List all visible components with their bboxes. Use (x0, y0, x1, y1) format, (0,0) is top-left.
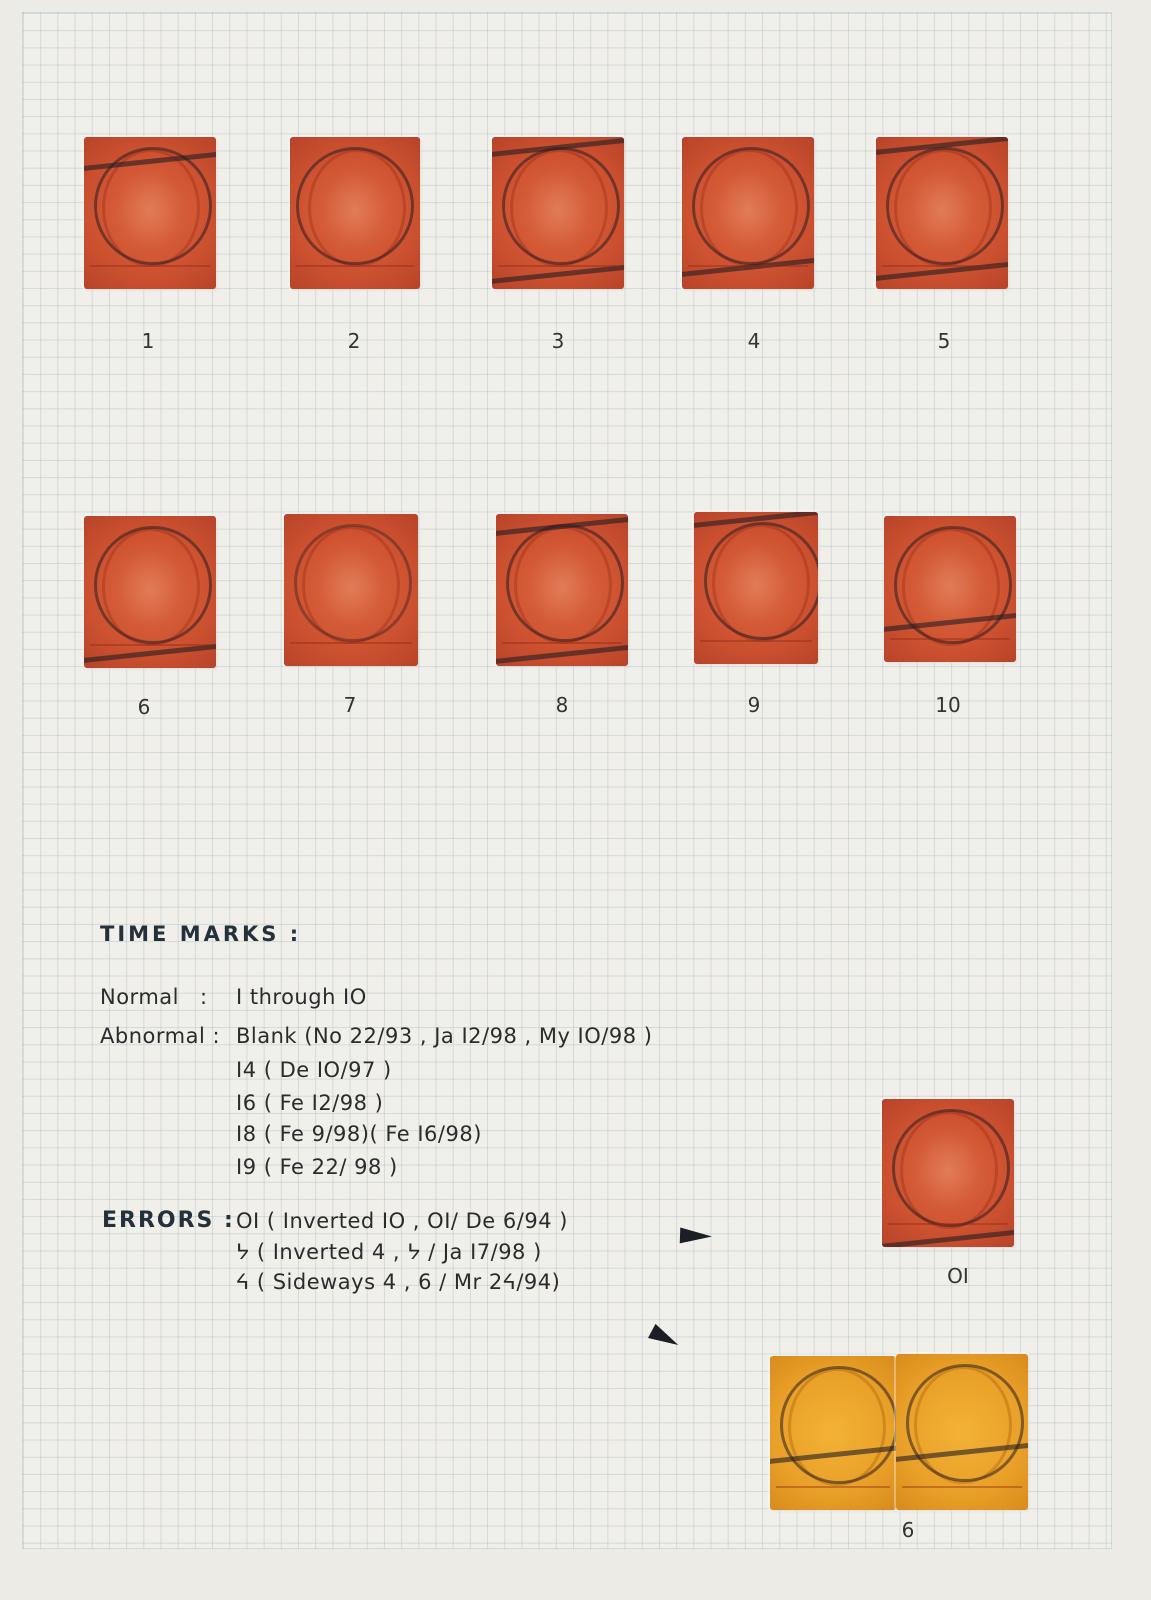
error-pair-number: 6 (901, 1518, 915, 1542)
stamp-9 (694, 512, 818, 664)
error-pair-right-stamp (896, 1354, 1028, 1510)
stamp-number-8: 8 (555, 693, 569, 717)
stamp-number-7: 7 (343, 693, 357, 717)
stamp-5 (876, 137, 1008, 289)
stamp-6 (84, 516, 216, 668)
error-line-3: ᔦ ( Sideways 4 , 6 / Mr 2ᔦ/94) (236, 1270, 561, 1294)
stamp-number-1: 1 (141, 329, 155, 353)
arrow-right-icon (680, 1227, 713, 1244)
error-stamp-01 (882, 1099, 1014, 1247)
stamp-number-3: 3 (551, 329, 565, 353)
abnormal-line-2: I4 ( De IO/97 ) (236, 1058, 392, 1082)
abnormal-line-4: I8 ( Fe 9/98)( Fe I6/98) (236, 1122, 482, 1146)
stamp-number-5: 5 (937, 329, 951, 353)
stamp-number-4: 4 (747, 329, 761, 353)
stamp-3 (492, 137, 624, 289)
normal-colon: : (200, 985, 208, 1009)
abnormal-line-1: Blank (No 22/93 , Ja I2/98 , My IO/98 ) (236, 1024, 653, 1048)
stamp-2 (290, 137, 420, 289)
stamp-number-9: 9 (747, 693, 761, 717)
abnormal-line-5: I9 ( Fe 22/ 98 ) (236, 1155, 398, 1179)
normal-value: I through IO (236, 985, 367, 1009)
error-stamp-01-number: OI (947, 1264, 969, 1288)
error-pair-left-stamp (770, 1356, 896, 1510)
abnormal-line-3: I6 ( Fe I2/98 ) (236, 1091, 384, 1115)
stamp-7 (284, 514, 418, 666)
stamp-8 (496, 514, 628, 666)
stamp-number-2: 2 (347, 329, 361, 353)
error-line-2: ᔭ ( Inverted 4 , ᔭ / Ja I7/98 ) (236, 1240, 542, 1264)
stamp-4 (682, 137, 814, 289)
stamp-number-6: 6 (137, 695, 151, 719)
abnormal-label: Abnormal : (100, 1024, 221, 1048)
stamp-1 (84, 137, 216, 289)
error-line-1: OI ( Inverted IO , OI/ De 6/94 ) (236, 1209, 568, 1233)
errors-heading: ERRORS : (102, 1208, 235, 1233)
stamp-number-10: 10 (935, 693, 961, 717)
normal-label: Normal (100, 985, 179, 1009)
time-marks-heading: TIME MARKS : (100, 922, 302, 946)
stamp-10 (884, 516, 1016, 662)
